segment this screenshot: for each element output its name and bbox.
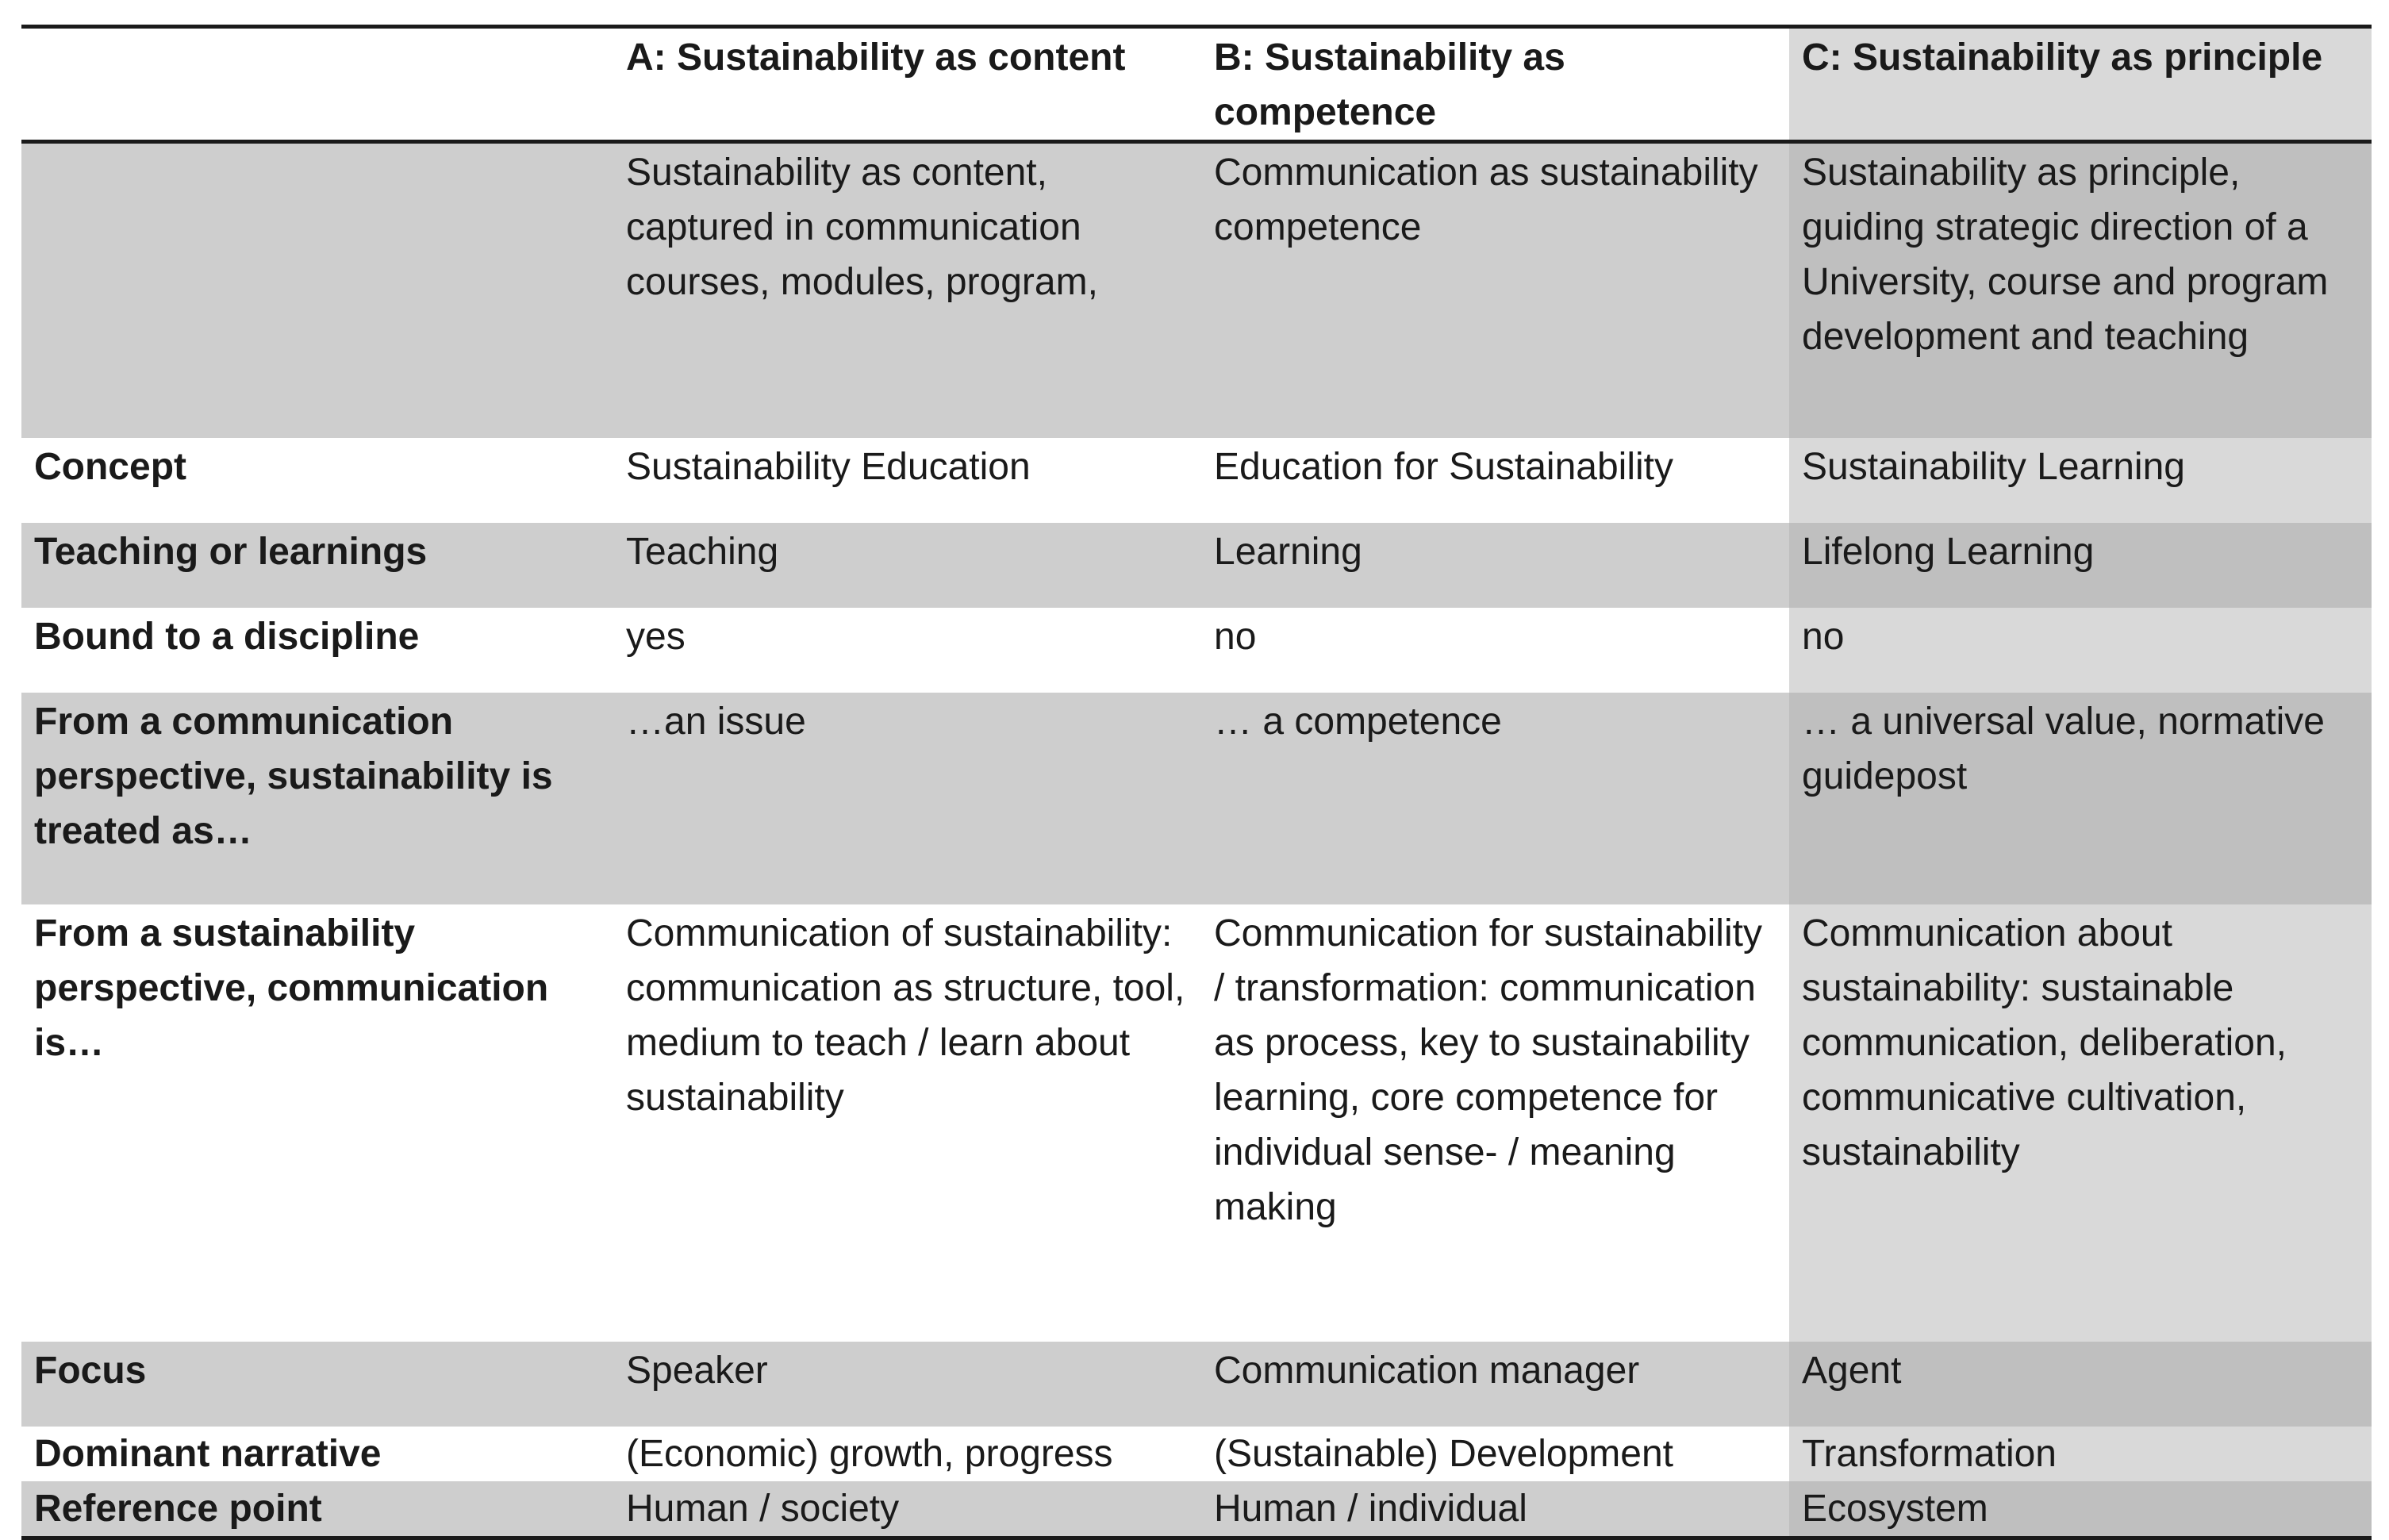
- row-label: Focus: [21, 1342, 613, 1427]
- cell-a: Speaker: [613, 1342, 1201, 1427]
- cell-c: … a universal value, normative guidepost: [1789, 693, 2372, 904]
- cell-c: Sustainability Learning: [1789, 438, 2372, 523]
- cell-a: Communication of sustainability: communication as structure, tool, medium to teach / learn about sustainability: [613, 904, 1201, 1342]
- table-row-intro: [21, 142, 2372, 439]
- cell-c: Communication about sustainability: sustainable communication, deliberation, communicative cultivation, sustainability: [1789, 904, 2372, 1342]
- comparison-table: [21, 25, 2372, 1540]
- cell-a: Teaching: [613, 523, 1201, 608]
- cell-c: Transformation: [1789, 1427, 2372, 1481]
- row-label: Concept: [21, 438, 613, 523]
- cell-a: Sustainability as content, captured in communication courses, modules, program,: [613, 142, 1201, 439]
- table-body: [21, 142, 2372, 1538]
- table-row-communication-perspective: [21, 693, 2372, 904]
- header-column-c: C: Sustainability as principle: [1789, 27, 2372, 142]
- header-column-b: B: Sustainability as competence: [1201, 27, 1789, 142]
- header-row: [21, 27, 2372, 142]
- cell-a: Sustainability Education: [613, 438, 1201, 523]
- cell-c: Lifelong Learning: [1789, 523, 2372, 608]
- cell-a: …an issue: [613, 693, 1201, 904]
- row-label: [21, 142, 613, 439]
- cell-b: Education for Sustainability: [1201, 438, 1789, 523]
- row-label: Bound to a discipline: [21, 608, 613, 693]
- table-row-focus: [21, 1342, 2372, 1427]
- cell-c: Ecosystem: [1789, 1481, 2372, 1538]
- cell-b: Learning: [1201, 523, 1789, 608]
- table-row-sustainability-perspective: [21, 904, 2372, 1342]
- table-row-concept: [21, 438, 2372, 523]
- cell-b: no: [1201, 608, 1789, 693]
- row-label: From a sustainability perspective, communication is…: [21, 904, 613, 1342]
- row-label: Dominant narrative: [21, 1427, 613, 1481]
- cell-a: (Economic) growth, progress: [613, 1427, 1201, 1481]
- table-row-reference-point: [21, 1481, 2372, 1538]
- row-label: Reference point: [21, 1481, 613, 1538]
- cell-b: Human / individual: [1201, 1481, 1789, 1538]
- cell-a: Human / society: [613, 1481, 1201, 1538]
- header-column-a: A: Sustainability as content: [613, 27, 1201, 142]
- table-row-bound-to-discipline: [21, 608, 2372, 693]
- cell-b: (Sustainable) Development: [1201, 1427, 1789, 1481]
- table-header: [21, 27, 2372, 142]
- cell-c: no: [1789, 608, 2372, 693]
- row-label: From a communication perspective, sustainability is treated as…: [21, 693, 613, 904]
- header-blank: [21, 27, 613, 142]
- cell-b: Communication as sustainability competence: [1201, 142, 1789, 439]
- table-row-dominant-narrative: [21, 1427, 2372, 1481]
- cell-b: Communication manager: [1201, 1342, 1789, 1427]
- cell-a: yes: [613, 608, 1201, 693]
- cell-c: Sustainability as principle, guiding strategic direction of a University, course and program development and teaching: [1789, 142, 2372, 439]
- cell-c: Agent: [1789, 1342, 2372, 1427]
- row-label: Teaching or learnings: [21, 523, 613, 608]
- table-row-teaching-or-learnings: [21, 523, 2372, 608]
- cell-b: … a competence: [1201, 693, 1789, 904]
- cell-b: Communication for sustainability / transformation: communication as process, key to sustainability learning, core competence for individual sense- / meaning making: [1201, 904, 1789, 1342]
